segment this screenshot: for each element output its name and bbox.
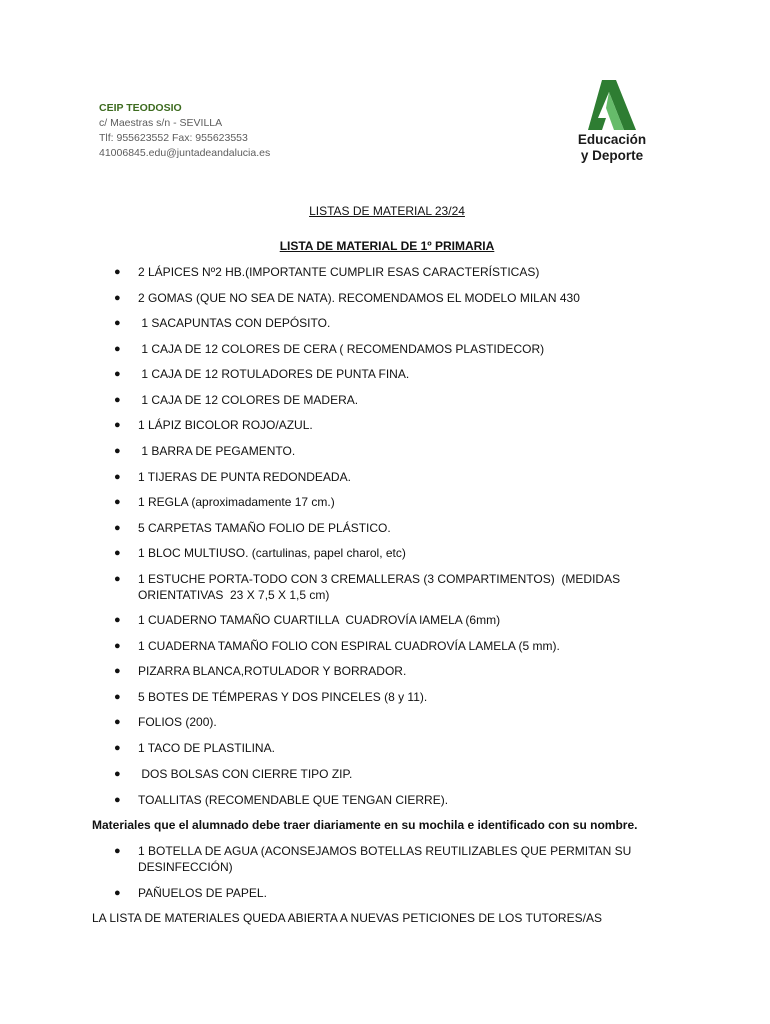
school-address: c/ Maestras s/n - SEVILLA [99,117,223,129]
bullet-icon: ● [114,742,121,754]
bullet-icon: ● [114,445,121,457]
school-name: CEIP TEODOSIO [99,102,182,114]
bullet-icon: ● [114,614,121,626]
logo-line-1: Educación [577,132,647,147]
bullet-icon: ● [114,640,121,652]
bullet-icon: ● [114,887,121,899]
bullet-icon: ● [114,691,121,703]
bullet-icon: ● [114,266,121,278]
bullet-icon: ● [114,845,121,857]
bullet-icon: ● [114,573,121,585]
bullet-icon: ● [114,547,121,559]
footer-note: LA LISTA DE MATERIALES QUEDA ABIERTA A NUEVAS PETICIONES DE LOS TUTORES/AS [92,911,602,925]
education-logo [572,80,652,170]
bullet-icon: ● [114,716,121,728]
bullet-icon: ● [114,292,121,304]
school-phones: Tlf: 955623552 Fax: 955623553 [99,132,248,144]
bullet-icon: ● [114,419,121,431]
bullet-icon: ● [114,794,121,806]
bullet-icon: ● [114,394,121,406]
bullet-icon: ● [114,522,121,534]
bullet-icon: ● [114,471,121,483]
bullet-icon: ● [114,343,121,355]
school-email: 41006845.edu@juntadeandalucia.es [99,147,271,159]
school-header [99,101,270,161]
logo-line-2: y Deporte [580,148,644,163]
bullet-icon: ● [114,317,121,329]
junta-andalucia-a-icon [584,80,640,130]
bullet-icon: ● [114,768,121,780]
document-title: LISTAS DE MATERIAL 23/24 [309,204,465,218]
daily-materials-note: Materiales que el alumnado debe traer diariamente en su mochila e identificado con su nombre. [92,818,638,832]
list-title: LISTA DE MATERIAL DE 1º PRIMARIA [279,239,495,253]
bullet-icon: ● [114,368,121,380]
bullet-icon: ● [114,665,121,677]
bullet-icon: ● [114,496,121,508]
